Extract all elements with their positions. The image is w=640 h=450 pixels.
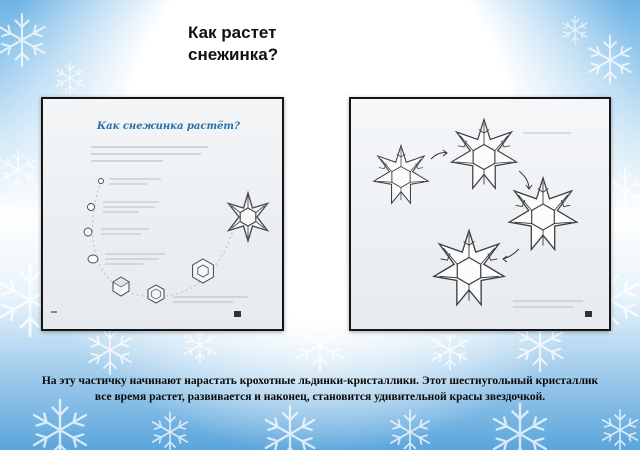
slide-caption: На эту частичку начинают нарастать крохотные льдинки-кристаллики. Этот шестиугольный кристаллик все время растет, развивается и наконец, становится удивительной красы звездочкой. xyxy=(41,375,599,403)
book-page-right xyxy=(349,97,611,331)
book-page-left xyxy=(41,97,284,331)
snowflake-illustration xyxy=(351,99,609,329)
title-line-2: снежинка? xyxy=(188,45,279,64)
slide-title xyxy=(188,22,388,66)
growth-stages-illustration xyxy=(43,99,282,329)
title-line-1: Как растет xyxy=(188,23,277,42)
page-heading: Как снежинка растёт? xyxy=(97,121,240,132)
